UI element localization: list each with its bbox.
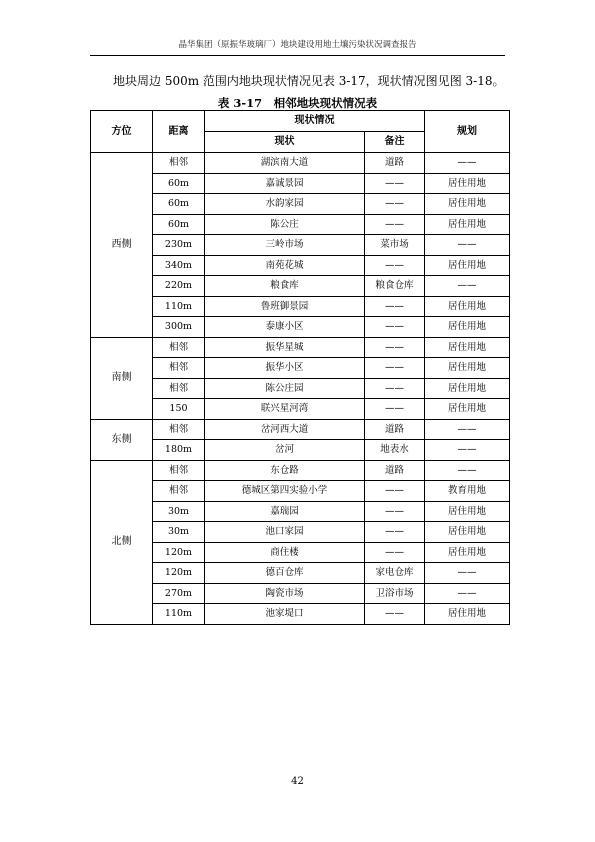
status-cell: 嘉瑞园: [205, 501, 365, 522]
note-cell: 地表水: [365, 440, 425, 461]
distance-cell: 30m: [153, 522, 205, 543]
status-cell: 商住楼: [205, 542, 365, 563]
plan-cell: ——: [425, 563, 510, 584]
note-cell: ——: [365, 378, 425, 399]
table-row: [91, 481, 510, 502]
distance-cell: 120m: [153, 542, 205, 563]
table-body: [91, 153, 510, 625]
table-row: [91, 563, 510, 584]
status-cell: 东仓路: [205, 460, 365, 481]
plan-cell: 居住用地: [425, 378, 510, 399]
table-row: [91, 419, 510, 440]
note-cell: ——: [365, 522, 425, 543]
table-row: [91, 460, 510, 481]
distance-cell: 220m: [153, 276, 205, 297]
table-row: [91, 337, 510, 358]
table-row: [91, 399, 510, 420]
table-row: [91, 214, 510, 235]
note-cell: ——: [365, 173, 425, 194]
status-cell: 岔河: [205, 440, 365, 461]
header-side: 方位: [91, 111, 153, 153]
plan-cell: ——: [425, 276, 510, 297]
distance-cell: 30m: [153, 501, 205, 522]
distance-cell: 230m: [153, 235, 205, 256]
status-cell: 鲁班御景园: [205, 296, 365, 317]
distance-cell: 相邻: [153, 481, 205, 502]
table-row: [91, 604, 510, 625]
header-status: 现状: [205, 132, 365, 153]
status-cell: 池口家园: [205, 522, 365, 543]
side-cell: 东侧: [91, 419, 153, 460]
status-cell: 湖滨南大道: [205, 153, 365, 174]
plan-cell: ——: [425, 460, 510, 481]
plan-cell: ——: [425, 440, 510, 461]
plan-cell: 居住用地: [425, 501, 510, 522]
note-cell: 道路: [365, 419, 425, 440]
distance-cell: 60m: [153, 214, 205, 235]
table-row: [91, 522, 510, 543]
status-cell: 振华星城: [205, 337, 365, 358]
table-row: [91, 194, 510, 215]
distance-cell: 340m: [153, 255, 205, 276]
intro-paragraph: 地块周边 500m 范围内地块现状情况见表 3-17，现状情况图见图 3-18。: [113, 74, 505, 88]
note-cell: ——: [365, 501, 425, 522]
note-cell: 道路: [365, 460, 425, 481]
note-cell: ——: [365, 194, 425, 215]
note-cell: 菜市场: [365, 235, 425, 256]
distance-cell: 60m: [153, 173, 205, 194]
distance-cell: 相邻: [153, 460, 205, 481]
plan-cell: 居住用地: [425, 337, 510, 358]
status-cell: 南苑花城: [205, 255, 365, 276]
plan-cell: 教育用地: [425, 481, 510, 502]
note-cell: ——: [365, 214, 425, 235]
plan-cell: 居住用地: [425, 255, 510, 276]
plan-cell: 居住用地: [425, 542, 510, 563]
status-cell: 陈公庄园: [205, 378, 365, 399]
note-cell: ——: [365, 337, 425, 358]
status-cell: 德百仓库: [205, 563, 365, 584]
side-cell: 南侧: [91, 337, 153, 419]
note-cell: 道路: [365, 153, 425, 174]
plan-cell: 居住用地: [425, 173, 510, 194]
note-cell: ——: [365, 481, 425, 502]
note-cell: ——: [365, 542, 425, 563]
plan-cell: 居住用地: [425, 604, 510, 625]
table-row: [91, 501, 510, 522]
plan-cell: ——: [425, 235, 510, 256]
note-cell: ——: [365, 358, 425, 379]
distance-cell: 270m: [153, 583, 205, 604]
side-cell: 北侧: [91, 460, 153, 624]
plan-cell: ——: [425, 419, 510, 440]
side-cell: 西侧: [91, 153, 153, 338]
table-row: [91, 153, 510, 174]
distance-cell: 相邻: [153, 153, 205, 174]
table-row: [91, 276, 510, 297]
table-row: [91, 542, 510, 563]
distance-cell: 180m: [153, 440, 205, 461]
table-row: [91, 440, 510, 461]
header-rule: [90, 55, 505, 56]
table-row: [91, 235, 510, 256]
status-cell: 三岭市场: [205, 235, 365, 256]
status-cell: 陈公庄: [205, 214, 365, 235]
plan-cell: 居住用地: [425, 399, 510, 420]
adjacent-parcels-table: [90, 110, 510, 625]
note-cell: 粮食仓库: [365, 276, 425, 297]
note-cell: ——: [365, 399, 425, 420]
status-cell: 嘉诚景园: [205, 173, 365, 194]
table-row: [91, 173, 510, 194]
header-status-group: 现状情况: [205, 111, 425, 132]
page-number: 42: [291, 776, 304, 787]
note-cell: ——: [365, 255, 425, 276]
distance-cell: 60m: [153, 194, 205, 215]
status-cell: 粮食库: [205, 276, 365, 297]
note-cell: 卫浴市场: [365, 583, 425, 604]
plan-cell: 居住用地: [425, 194, 510, 215]
status-cell: 德城区第四实验小学: [205, 481, 365, 502]
distance-cell: 相邻: [153, 378, 205, 399]
distance-cell: 120m: [153, 563, 205, 584]
plan-cell: 居住用地: [425, 317, 510, 338]
distance-cell: 相邻: [153, 419, 205, 440]
plan-cell: 居住用地: [425, 358, 510, 379]
plan-cell: 居住用地: [425, 296, 510, 317]
status-cell: 泰康小区: [205, 317, 365, 338]
status-cell: 联兴星河湾: [205, 399, 365, 420]
table-caption: 表 3-17 相邻地块现状情况表: [217, 96, 378, 110]
distance-cell: 300m: [153, 317, 205, 338]
distance-cell: 110m: [153, 296, 205, 317]
status-cell: 池家堤口: [205, 604, 365, 625]
note-cell: 家电仓库: [365, 563, 425, 584]
status-cell: 陶瓷市场: [205, 583, 365, 604]
header-plan: 规划: [425, 111, 510, 153]
status-cell: 岔河西大道: [205, 419, 365, 440]
note-cell: ——: [365, 296, 425, 317]
status-cell: 振华小区: [205, 358, 365, 379]
distance-cell: 相邻: [153, 337, 205, 358]
note-cell: ——: [365, 317, 425, 338]
table-row: [91, 358, 510, 379]
plan-cell: ——: [425, 583, 510, 604]
table-row: [91, 296, 510, 317]
status-cell: 水韵家园: [205, 194, 365, 215]
distance-cell: 150: [153, 399, 205, 420]
plan-cell: 居住用地: [425, 214, 510, 235]
table-row: [91, 583, 510, 604]
running-header: 晶华集团（原振华玻璃厂）地块建设用地土壤污染状况调查报告: [178, 40, 417, 50]
plan-cell: ——: [425, 153, 510, 174]
table-row: [91, 255, 510, 276]
table-row: [91, 317, 510, 338]
header-distance: 距离: [153, 111, 205, 153]
plan-cell: 居住用地: [425, 522, 510, 543]
header-note: 备注: [365, 132, 425, 153]
table-row: [91, 378, 510, 399]
distance-cell: 相邻: [153, 358, 205, 379]
distance-cell: 110m: [153, 604, 205, 625]
note-cell: ——: [365, 604, 425, 625]
